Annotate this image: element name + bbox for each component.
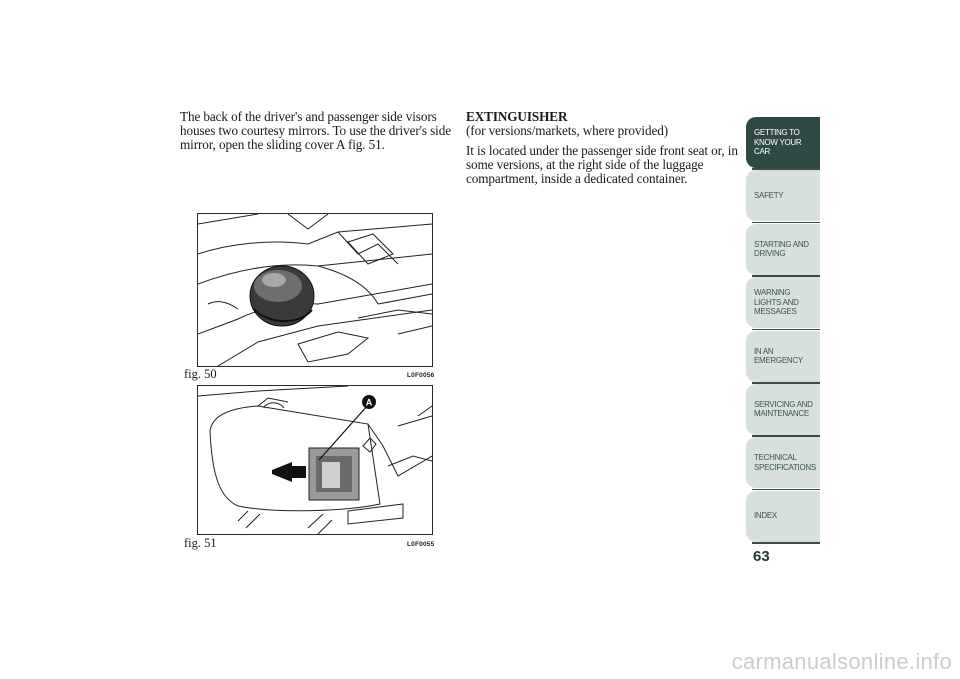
extinguisher-paragraph: It is located under the passenger side front seat or, in some versions, at the right side of the luggage compartment, inside a dedicated container.	[466, 143, 738, 186]
left-column-text	[180, 110, 470, 152]
figure-50-label: fig. 50	[184, 367, 217, 381]
ashtray-drawing	[198, 214, 432, 366]
extinguisher-heading: EXTINGUISHER	[466, 109, 568, 124]
tab-warning-lights[interactable]	[746, 277, 820, 328]
extinguisher-subheading: (for versions/markets, where provided)	[466, 123, 669, 138]
tab-in-an-emergency[interactable]	[746, 331, 820, 382]
page-number: 63	[753, 548, 770, 565]
right-column-text	[466, 110, 741, 186]
figure-50-illustration	[197, 213, 433, 367]
tab-getting-to-know-your-car[interactable]	[746, 117, 820, 168]
tab-starting-and-driving[interactable]	[746, 224, 820, 275]
visor-mirror-paragraph: The back of the driver's and passenger side visors houses two courtesy mirrors. To use the driver's side mirror, open the sliding cover A fig. 51.	[180, 109, 451, 152]
tab-label: SERVICING AND MAINTENANCE	[754, 399, 813, 419]
figure-50-code: L0F0056	[407, 372, 435, 379]
tab-label: IN AN EMERGENCY	[754, 346, 803, 366]
tab-label: SAFETY	[754, 191, 784, 201]
watermark: carmanualsonline.info	[731, 649, 952, 674]
figure-51-illustration	[197, 385, 433, 535]
figure-51-label: fig. 51	[184, 536, 217, 550]
tab-label: TECHNICAL SPECIFICATIONS	[754, 453, 816, 472]
figure-51-code: L0F0055	[407, 541, 435, 548]
chapter-tabs	[746, 117, 820, 544]
callout-a-letter: A	[365, 397, 373, 408]
tab-servicing-and-maintenance[interactable]	[746, 384, 820, 435]
tab-index[interactable]	[746, 491, 820, 542]
sun-visor-drawing	[198, 386, 432, 534]
tab-safety[interactable]	[746, 170, 820, 221]
tab-technical-specifications[interactable]	[746, 437, 820, 488]
tab-label: WARNING LIGHTS AND MESSAGES	[754, 288, 799, 317]
tab-label: INDEX	[754, 511, 777, 521]
tab-label: STARTING AND DRIVING	[754, 239, 809, 259]
tab-label: GETTING TO KNOW YOUR CAR	[754, 128, 802, 157]
